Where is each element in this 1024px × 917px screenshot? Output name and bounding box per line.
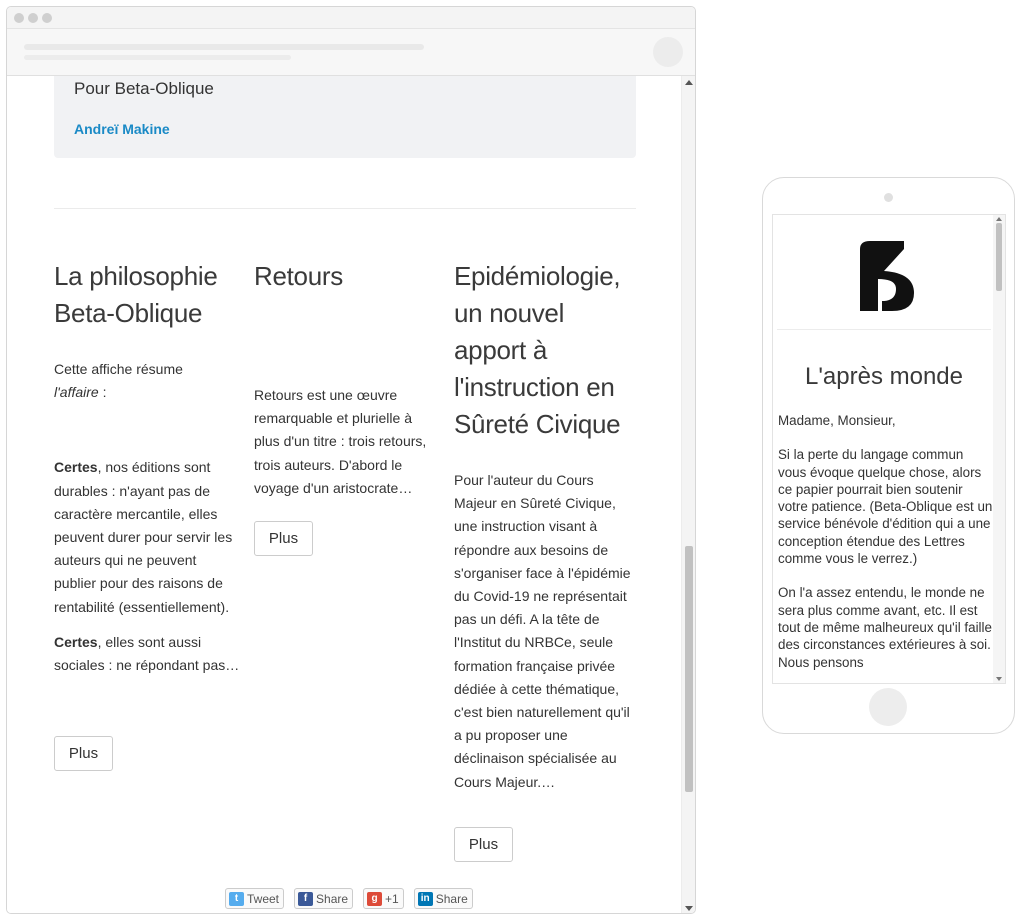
window-close-dot[interactable] bbox=[14, 13, 24, 23]
article-epidemiologie bbox=[454, 258, 639, 794]
browser-menu-button[interactable] bbox=[653, 37, 683, 67]
mobile-scrollbar[interactable] bbox=[993, 215, 1005, 683]
mobile-divider bbox=[777, 329, 991, 330]
article-retours bbox=[254, 258, 440, 500]
google-plus-icon: g bbox=[367, 892, 382, 906]
mobile-device-frame bbox=[762, 177, 1015, 734]
facebook-share-button[interactable]: f Share bbox=[294, 888, 353, 909]
mobile-screen bbox=[772, 214, 1006, 684]
article-heading[interactable]: La philosophie Beta-Oblique bbox=[54, 261, 218, 328]
mobile-scrollbar-thumb[interactable] bbox=[996, 223, 1002, 291]
scroll-down-arrow-icon[interactable] bbox=[685, 906, 693, 911]
quote-title: Pour Beta-Oblique bbox=[74, 79, 214, 98]
quote-card bbox=[54, 76, 636, 158]
article-philosophie bbox=[54, 258, 240, 677]
device-speaker bbox=[884, 193, 893, 202]
quote-author-link[interactable]: Andreï Makine bbox=[74, 121, 170, 137]
article-heading[interactable]: Epidémiologie, un nouvel apport à l'instruction en Sûreté Civique bbox=[454, 261, 621, 439]
section-divider bbox=[54, 208, 636, 209]
plus-button-philosophie[interactable]: Plus bbox=[54, 736, 113, 771]
mobile-paragraph: Si la perte du langage commun vous évoque quelque chose, alors ce papier pourrait bien soutenir votre patience. (Beta-Oblique est un service bénévole d'édition qui a une conception étendue des Lettres comme vous le verrez.) bbox=[778, 447, 993, 567]
address-bar-subline bbox=[24, 55, 291, 60]
title-bar bbox=[7, 7, 695, 29]
article-heading[interactable]: Retours bbox=[254, 261, 343, 291]
scroll-up-arrow-icon[interactable] bbox=[685, 80, 693, 85]
window-maximize-dot[interactable] bbox=[42, 13, 52, 23]
article-paragraph: Certes, nos éditions sont durables : n'ayant pas de caractère mercantile, elles peuvent durer pour servir les auteurs qui ne peuvent publier pour des raisons de rentabilité (essentiellement). bbox=[54, 459, 233, 615]
device-home-button[interactable] bbox=[869, 688, 907, 726]
social-share-bar bbox=[225, 888, 473, 910]
article-body: Retours est une œuvre remarquable et plurielle à plus d'un titre : trois retours, trois auteurs. D'abord le voyage d'un aristocrate… bbox=[254, 387, 427, 496]
mobile-article-body bbox=[778, 412, 993, 671]
twitter-icon: t bbox=[229, 892, 244, 906]
article-paragraph: Certes, elles sont aussi sociales : ne répondant pas… bbox=[54, 633, 240, 674]
facebook-like-icon: f bbox=[298, 892, 313, 906]
mobile-scroll-down-icon[interactable] bbox=[996, 677, 1002, 681]
page-viewport bbox=[7, 76, 682, 914]
scrollbar-thumb[interactable] bbox=[685, 546, 693, 792]
plus-button-epidemiologie[interactable]: Plus bbox=[454, 827, 513, 862]
mobile-scroll-up-icon[interactable] bbox=[996, 217, 1002, 221]
linkedin-share-button[interactable]: in Share bbox=[414, 888, 473, 909]
tweet-button[interactable]: t Tweet bbox=[225, 888, 284, 909]
google-plus-button[interactable]: g +1 bbox=[363, 888, 404, 909]
page-scrollbar[interactable] bbox=[681, 76, 695, 914]
mobile-article-title: L'après monde bbox=[804, 363, 963, 390]
mobile-greeting: Madame, Monsieur, bbox=[778, 413, 896, 428]
address-bar[interactable] bbox=[24, 44, 424, 50]
mobile-paragraph: On l'a assez entendu, le monde ne sera plus comme avant, etc. Il est tout de même malheureux qu'il faille des circonstances extérieures à soi. Nous pensons bbox=[778, 585, 992, 670]
plus-button-retours[interactable]: Plus bbox=[254, 521, 313, 556]
desktop-browser-window bbox=[6, 6, 696, 914]
article-body: Pour l'auteur du Cours Majeur en Sûreté Civique, une instruction visant à répondre aux besoins de s'organiser face à l'épidémie du Covid-19 ne représentait pas un défi. A la tête de l'Institut du NRBCe, seule formation française privée dédiée à cette thématique, c'est bien naturellement qu'il a pu proposer une déclinaison spécialisée au Cours Majeur.… bbox=[454, 472, 631, 790]
article-intro: Cette affiche résume l'affaire : bbox=[54, 361, 183, 401]
beta-oblique-logo-icon bbox=[858, 241, 914, 311]
window-minimize-dot[interactable] bbox=[28, 13, 38, 23]
linkedin-icon: in bbox=[418, 892, 433, 906]
browser-toolbar bbox=[7, 29, 695, 76]
